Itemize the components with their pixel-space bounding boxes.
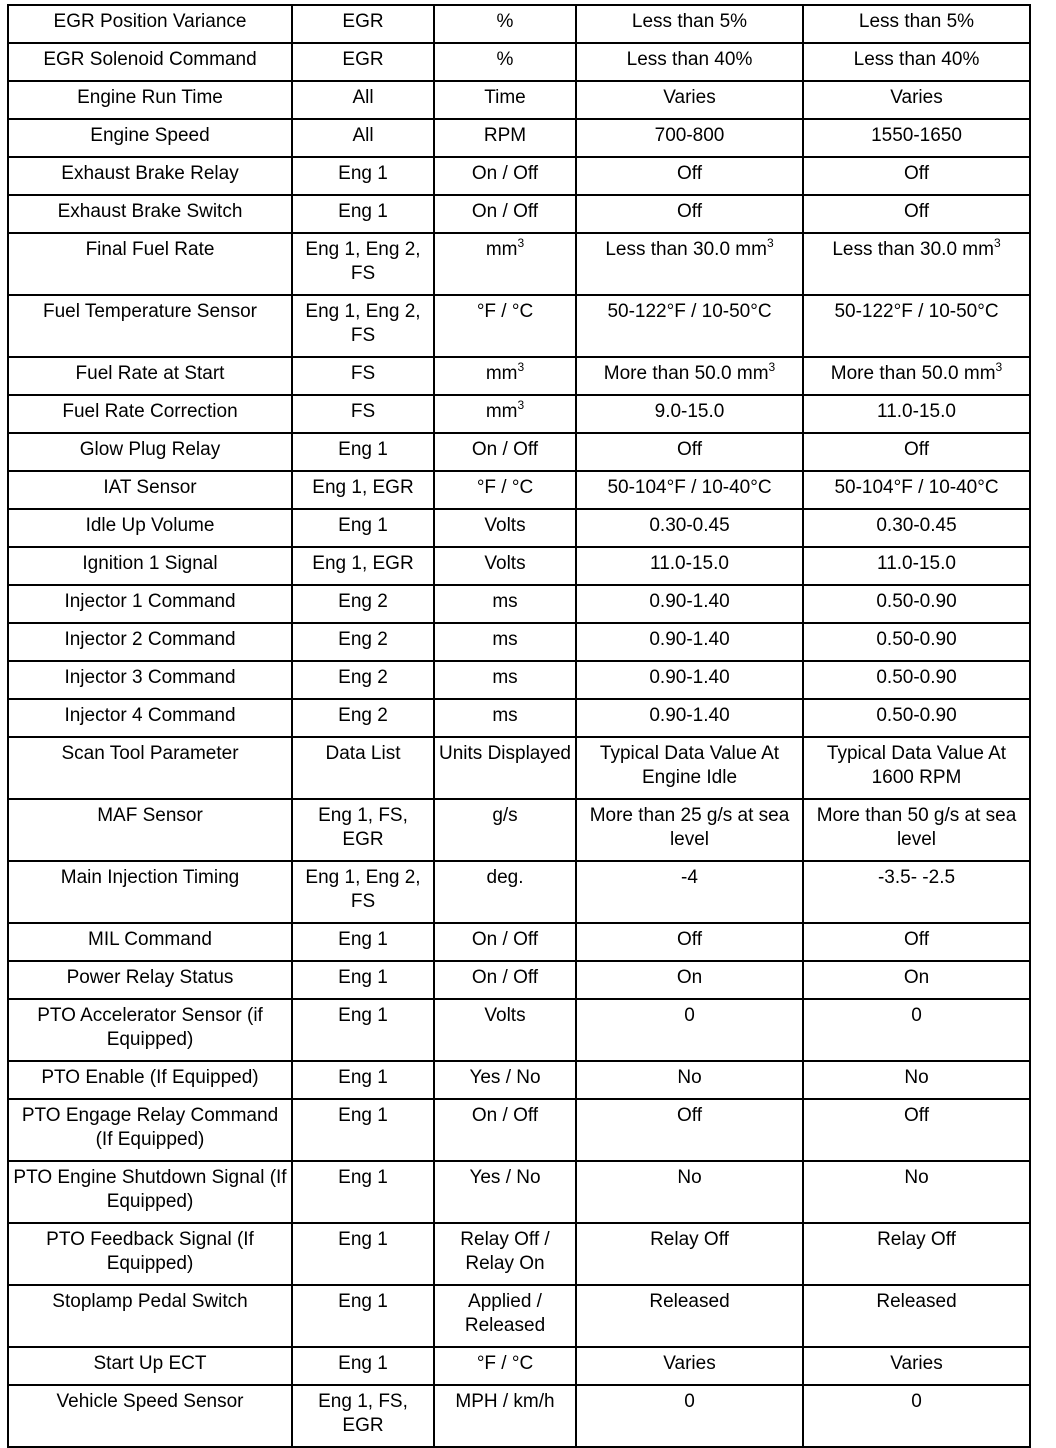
cell-1600rpm-value: 0.50-0.90	[803, 623, 1030, 661]
cell-data-list: Eng 1	[292, 1161, 434, 1223]
cell-units: $mm^3$	[434, 233, 576, 295]
cell-data-list: Eng 2	[292, 699, 434, 737]
cell-1600rpm-value: Less than 40%	[803, 43, 1030, 81]
cell-data-list: All	[292, 81, 434, 119]
cell-1600rpm-value: No	[803, 1061, 1030, 1099]
table-row	[8, 1223, 1030, 1285]
cell-idle-value: No	[576, 1061, 803, 1099]
cell-parameter: IAT Sensor	[8, 471, 292, 509]
table-row	[8, 43, 1030, 81]
cell-1600rpm-value: Less than 5%	[803, 5, 1030, 43]
cell-data-list: Eng 2	[292, 661, 434, 699]
cell-units: Time	[434, 81, 576, 119]
cell-parameter: Vehicle Speed Sensor	[8, 1385, 292, 1447]
cell-1600rpm-value: 0	[803, 1385, 1030, 1447]
cell-idle-value: -4	[576, 861, 803, 923]
table-row	[8, 1347, 1030, 1385]
cell-units: On / Off	[434, 1099, 576, 1161]
cell-data-list: Eng 1	[292, 999, 434, 1061]
cell-parameter: Glow Plug Relay	[8, 433, 292, 471]
cell-units: °F / °C	[434, 471, 576, 509]
cell-1600rpm-value: Varies	[803, 81, 1030, 119]
table-row	[8, 509, 1030, 547]
cell-idle-value: 50-122°F / 10-50°C	[576, 295, 803, 357]
cell-parameter: Engine Speed	[8, 119, 292, 157]
cell-parameter: PTO Enable (If Equipped)	[8, 1061, 292, 1099]
cell-parameter: Injector 4 Command	[8, 699, 292, 737]
cell-units: On / Off	[434, 961, 576, 999]
cell-data-list: All	[292, 119, 434, 157]
cell-parameter: Scan Tool Parameter	[8, 737, 292, 799]
cell-parameter: Injector 2 Command	[8, 623, 292, 661]
table-row	[8, 799, 1030, 861]
table-row	[8, 999, 1030, 1061]
cell-1600rpm-value: 0.50-0.90	[803, 699, 1030, 737]
table-row	[8, 1385, 1030, 1447]
cell-data-list: Eng 1	[292, 1285, 434, 1347]
cell-data-list: Eng 1, Eng 2, FS	[292, 861, 434, 923]
cell-idle-value: Off	[576, 1099, 803, 1161]
cell-units: MPH / km/h	[434, 1385, 576, 1447]
cell-parameter: Exhaust Brake Switch	[8, 195, 292, 233]
cell-idle-value: No	[576, 1161, 803, 1223]
cell-units: $mm^3$	[434, 357, 576, 395]
cell-parameter: Fuel Rate at Start	[8, 357, 292, 395]
cell-idle-value: More than 50.0 $mm^3$	[576, 357, 803, 395]
table-row	[8, 1099, 1030, 1161]
cell-parameter: MIL Command	[8, 923, 292, 961]
cell-parameter: Fuel Temperature Sensor	[8, 295, 292, 357]
cell-1600rpm-value: Off	[803, 157, 1030, 195]
cell-idle-value: 0.90-1.40	[576, 661, 803, 699]
cell-idle-value: Less than 40%	[576, 43, 803, 81]
cell-parameter: Idle Up Volume	[8, 509, 292, 547]
cell-parameter: Stoplamp Pedal Switch	[8, 1285, 292, 1347]
cell-units: Applied / Released	[434, 1285, 576, 1347]
cell-data-list: FS	[292, 395, 434, 433]
cell-idle-value: Typical Data Value At Engine Idle	[576, 737, 803, 799]
table-row	[8, 119, 1030, 157]
cell-parameter: Engine Run Time	[8, 81, 292, 119]
cell-units: Units Displayed	[434, 737, 576, 799]
cell-1600rpm-value: 11.0-15.0	[803, 395, 1030, 433]
cell-idle-value: Varies	[576, 81, 803, 119]
cell-1600rpm-value: Relay Off	[803, 1223, 1030, 1285]
cell-units: Relay Off / Relay On	[434, 1223, 576, 1285]
cell-1600rpm-value: Less than 30.0 $mm^3$	[803, 233, 1030, 295]
table-row	[8, 623, 1030, 661]
cell-units: °F / °C	[434, 1347, 576, 1385]
cell-data-list: Eng 1, FS, EGR	[292, 1385, 434, 1447]
cell-units: Volts	[434, 999, 576, 1061]
cell-units: ms	[434, 623, 576, 661]
scan-tool-data-table	[7, 4, 1031, 1448]
cell-1600rpm-value: 50-104°F / 10-40°C	[803, 471, 1030, 509]
cell-1600rpm-value: Typical Data Value At 1600 RPM	[803, 737, 1030, 799]
cell-data-list: EGR	[292, 5, 434, 43]
cell-1600rpm-value: Off	[803, 433, 1030, 471]
cell-units: Volts	[434, 547, 576, 585]
cell-data-list: Eng 1	[292, 1223, 434, 1285]
cell-idle-value: Relay Off	[576, 1223, 803, 1285]
cell-parameter: PTO Accelerator Sensor (if Equipped)	[8, 999, 292, 1061]
cell-data-list: Data List	[292, 737, 434, 799]
table-row	[8, 923, 1030, 961]
table-row	[8, 5, 1030, 43]
cell-idle-value: 50-104°F / 10-40°C	[576, 471, 803, 509]
table-row	[8, 295, 1030, 357]
cell-1600rpm-value: Off	[803, 923, 1030, 961]
table-row	[8, 1161, 1030, 1223]
cell-units: ms	[434, 699, 576, 737]
data-table-container	[7, 4, 1031, 1448]
cell-units: Yes / No	[434, 1061, 576, 1099]
table-row	[8, 195, 1030, 233]
cell-parameter: Start Up ECT	[8, 1347, 292, 1385]
cell-parameter: Injector 3 Command	[8, 661, 292, 699]
cell-units: $mm^3$	[434, 395, 576, 433]
cell-idle-value: Off	[576, 157, 803, 195]
cell-parameter: MAF Sensor	[8, 799, 292, 861]
cell-data-list: EGR	[292, 43, 434, 81]
cell-idle-value: Varies	[576, 1347, 803, 1385]
cell-units: deg.	[434, 861, 576, 923]
cell-data-list: Eng 1	[292, 923, 434, 961]
cell-1600rpm-value: More than 50 g/s at sea level	[803, 799, 1030, 861]
cell-units: %	[434, 43, 576, 81]
cell-idle-value: 0.90-1.40	[576, 585, 803, 623]
cell-parameter: Injector 1 Command	[8, 585, 292, 623]
cell-data-list: Eng 1, FS, EGR	[292, 799, 434, 861]
cell-1600rpm-value: Off	[803, 1099, 1030, 1161]
cell-1600rpm-value: 0	[803, 999, 1030, 1061]
cell-units: Yes / No	[434, 1161, 576, 1223]
cell-data-list: Eng 1, EGR	[292, 547, 434, 585]
cell-data-list: Eng 1, EGR	[292, 471, 434, 509]
cell-data-list: Eng 1, Eng 2, FS	[292, 295, 434, 357]
table-row	[8, 1285, 1030, 1347]
cell-parameter: Exhaust Brake Relay	[8, 157, 292, 195]
cell-1600rpm-value: Varies	[803, 1347, 1030, 1385]
cell-1600rpm-value: On	[803, 961, 1030, 999]
table-row	[8, 699, 1030, 737]
cell-1600rpm-value: 0.50-0.90	[803, 585, 1030, 623]
cell-units: g/s	[434, 799, 576, 861]
cell-parameter: PTO Engage Relay Command (If Equipped)	[8, 1099, 292, 1161]
cell-idle-value: Less than 30.0 $mm^3$	[576, 233, 803, 295]
cell-idle-value: Off	[576, 195, 803, 233]
cell-parameter: EGR Position Variance	[8, 5, 292, 43]
cell-units: On / Off	[434, 923, 576, 961]
cell-idle-value: More than 25 g/s at sea level	[576, 799, 803, 861]
cell-1600rpm-value: 0.50-0.90	[803, 661, 1030, 699]
table-row	[8, 661, 1030, 699]
cell-parameter: PTO Engine Shutdown Signal (If Equipped)	[8, 1161, 292, 1223]
cell-parameter: PTO Feedback Signal (If Equipped)	[8, 1223, 292, 1285]
cell-idle-value: 0.30-0.45	[576, 509, 803, 547]
cell-1600rpm-value: -3.5- -2.5	[803, 861, 1030, 923]
cell-units: On / Off	[434, 157, 576, 195]
cell-parameter: Fuel Rate Correction	[8, 395, 292, 433]
table-row	[8, 547, 1030, 585]
cell-idle-value: 9.0-15.0	[576, 395, 803, 433]
cell-1600rpm-value: Released	[803, 1285, 1030, 1347]
cell-idle-value: 11.0-15.0	[576, 547, 803, 585]
cell-idle-value: Off	[576, 433, 803, 471]
cell-1600rpm-value: 1550-1650	[803, 119, 1030, 157]
table-row	[8, 395, 1030, 433]
table-row	[8, 433, 1030, 471]
cell-units: On / Off	[434, 433, 576, 471]
cell-1600rpm-value: 0.30-0.45	[803, 509, 1030, 547]
cell-data-list: Eng 1	[292, 1347, 434, 1385]
cell-idle-value: 0	[576, 1385, 803, 1447]
table-row	[8, 861, 1030, 923]
cell-data-list: Eng 2	[292, 585, 434, 623]
cell-idle-value: Less than 5%	[576, 5, 803, 43]
table-row	[8, 1061, 1030, 1099]
table-row	[8, 81, 1030, 119]
cell-parameter: Final Fuel Rate	[8, 233, 292, 295]
cell-idle-value: Released	[576, 1285, 803, 1347]
cell-idle-value: 0.90-1.40	[576, 699, 803, 737]
cell-parameter: Main Injection Timing	[8, 861, 292, 923]
cell-idle-value: Off	[576, 923, 803, 961]
cell-1600rpm-value: More than 50.0 $mm^3$	[803, 357, 1030, 395]
cell-data-list: Eng 1	[292, 433, 434, 471]
table-body	[8, 5, 1030, 1447]
cell-data-list: Eng 1, Eng 2, FS	[292, 233, 434, 295]
cell-units: ms	[434, 585, 576, 623]
table-row	[8, 233, 1030, 295]
cell-units: On / Off	[434, 195, 576, 233]
cell-data-list: Eng 1	[292, 1061, 434, 1099]
cell-idle-value: 700-800	[576, 119, 803, 157]
cell-data-list: Eng 1	[292, 961, 434, 999]
cell-1600rpm-value: 11.0-15.0	[803, 547, 1030, 585]
cell-1600rpm-value: No	[803, 1161, 1030, 1223]
cell-data-list: Eng 2	[292, 623, 434, 661]
cell-data-list: FS	[292, 357, 434, 395]
cell-units: Volts	[434, 509, 576, 547]
cell-data-list: Eng 1	[292, 509, 434, 547]
cell-units: ms	[434, 661, 576, 699]
cell-parameter: Power Relay Status	[8, 961, 292, 999]
cell-parameter: Ignition 1 Signal	[8, 547, 292, 585]
cell-data-list: Eng 1	[292, 1099, 434, 1161]
table-row	[8, 471, 1030, 509]
cell-1600rpm-value: Off	[803, 195, 1030, 233]
table-row	[8, 157, 1030, 195]
table-header-row	[8, 737, 1030, 799]
cell-units: %	[434, 5, 576, 43]
table-row	[8, 357, 1030, 395]
cell-units: RPM	[434, 119, 576, 157]
cell-data-list: Eng 1	[292, 195, 434, 233]
cell-idle-value: On	[576, 961, 803, 999]
cell-units: °F / °C	[434, 295, 576, 357]
table-row	[8, 961, 1030, 999]
cell-1600rpm-value: 50-122°F / 10-50°C	[803, 295, 1030, 357]
table-row	[8, 585, 1030, 623]
cell-idle-value: 0	[576, 999, 803, 1061]
cell-parameter: EGR Solenoid Command	[8, 43, 292, 81]
cell-data-list: Eng 1	[292, 157, 434, 195]
cell-idle-value: 0.90-1.40	[576, 623, 803, 661]
